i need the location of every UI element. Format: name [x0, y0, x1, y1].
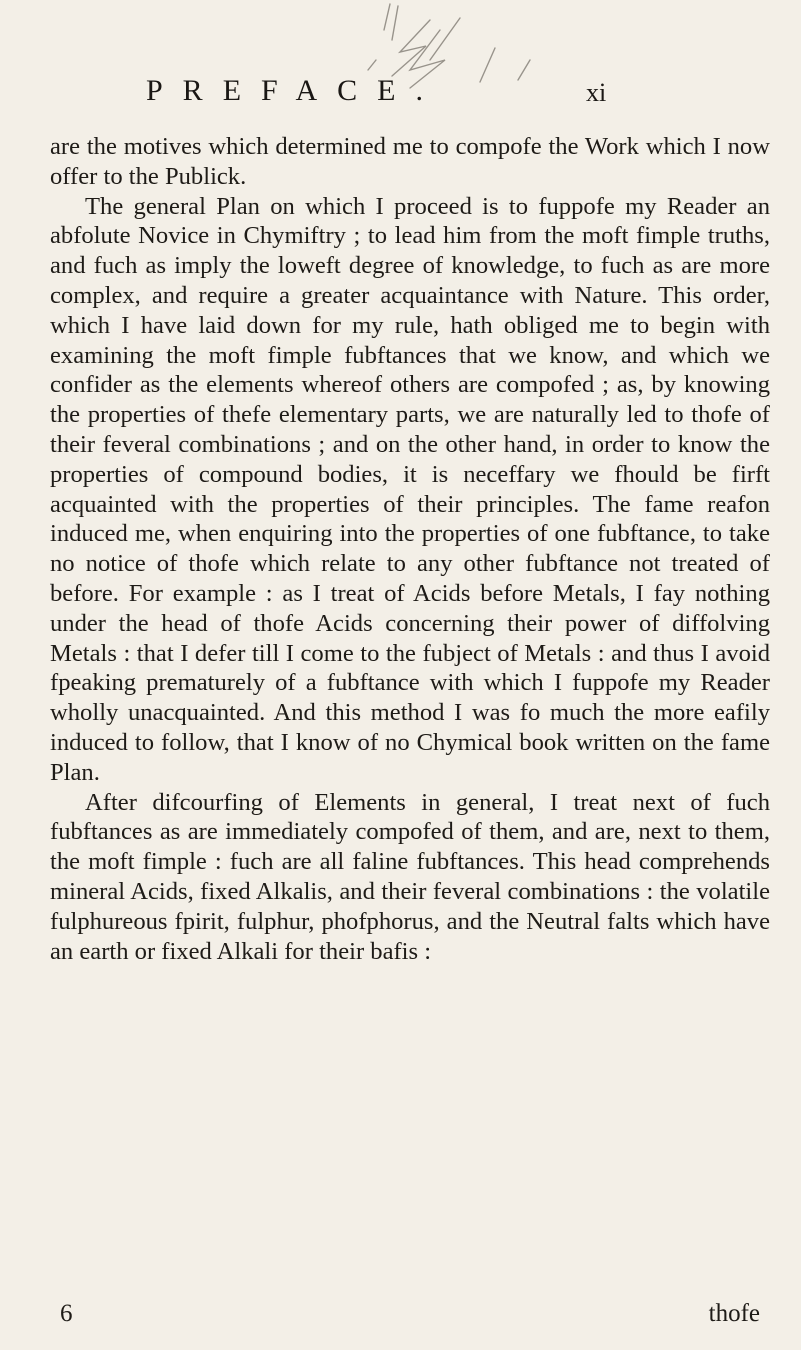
- page-number: xi: [586, 78, 607, 107]
- running-title: PREFACE.: [146, 74, 443, 107]
- paragraph-elements: After difcourfing of Elements in general, I treat next of fuch fubftances as are immediately compofed of them, and are, next to them, the moft fimple : fuch are all faline fubftances. This head comprehends mineral Acids, fixed Alkalis, and their feveral combinations : the volatile fulphureous fpirit, fulphur, phofphorus, and the Neutral falts which have an earth or fixed Alkali for their bafis :: [50, 788, 770, 965]
- running-header: [146, 60, 626, 110]
- signature-mark: 6: [60, 1300, 73, 1327]
- catchword: thofe: [708, 1300, 760, 1327]
- paragraph-general-plan: The general Plan on which I proceed is to fuppofe my Reader an abfolute Novice in Chymiftry ; to lead him from the moft fimple truths, and fuch as imply the loweft degree of knowledge, to fuch as are more complex, and require a greater acquaintance with Nature. This order, which I have laid down for my rule, hath obliged me to begin with examining the moft fimple fubftances that we know, and which we confider as the elements whereof others are compofed ; as, by knowing the properties of thefe elementary parts, we are naturally led to thofe of their feveral combinations ; and on the other hand, in order to know the properties of compound bodies, it is neceffary we fhould be firft acquainted with the properties of their principles. The fame reafon induced me, when enquiring into the properties of one fubftance, to take no notice of thofe which relate to any other fubftance not treated of before. For example : as I treat of Acids before Metals, I fay nothing under the head of thofe Acids concerning their power of diffolving Metals : that I defer till I come to the fubject of Metals : and thus I avoid fpeaking prematurely of a fubftance with which I fuppofe my Reader wholly unacquainted. And this method I was fo much the more eafily induced to follow, that I know of no Chymical book written on the fame Plan.: [50, 192, 770, 786]
- page-footer: [60, 1300, 760, 1332]
- paragraph-continuation: are the motives which determined me to compofe the Work which I now offer to the Publick.: [50, 133, 770, 190]
- body-text: [50, 132, 770, 966]
